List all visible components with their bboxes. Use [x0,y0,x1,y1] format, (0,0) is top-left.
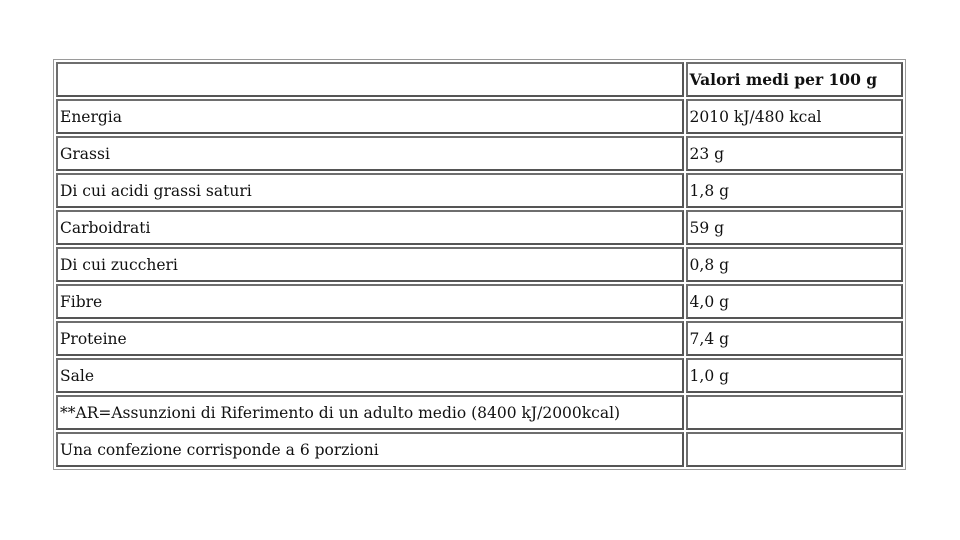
row-value-cell [686,395,903,430]
row-label-cell: Una confezione corrisponde a 6 porzioni [56,432,684,467]
table-row [56,210,903,245]
row-value-cell: 1,0 g [686,358,903,393]
row-label-cell: Fibre [56,284,684,319]
row-label-cell: Di cui acidi grassi saturi [56,173,684,208]
table-row [56,432,903,467]
row-value-cell: 59 g [686,210,903,245]
row-label-cell: Energia [56,99,684,134]
header-value-cell: Valori medi per 100 g [686,62,903,97]
header-label-cell [56,62,684,97]
row-label-cell: Carboidrati [56,210,684,245]
table-header-row [56,62,903,97]
row-value-cell: 2010 kJ/480 kcal [686,99,903,134]
nutrition-table [53,59,906,470]
row-label-cell: Di cui zuccheri [56,247,684,282]
row-value-cell: 23 g [686,136,903,171]
row-value-cell: 4,0 g [686,284,903,319]
row-value-cell [686,432,903,467]
table-row [56,136,903,171]
table-row [56,395,903,430]
row-value-cell: 1,8 g [686,173,903,208]
table-row [56,358,903,393]
table-row [56,284,903,319]
row-label-cell: Sale [56,358,684,393]
table-row [56,247,903,282]
row-label-cell: Grassi [56,136,684,171]
row-label-cell: Proteine [56,321,684,356]
table-row [56,321,903,356]
row-value-cell: 0,8 g [686,247,903,282]
row-label-cell: **AR=Assunzioni di Riferimento di un adulto medio (8400 kJ/2000kcal) [56,395,684,430]
table-row [56,173,903,208]
table-row [56,99,903,134]
row-value-cell: 7,4 g [686,321,903,356]
